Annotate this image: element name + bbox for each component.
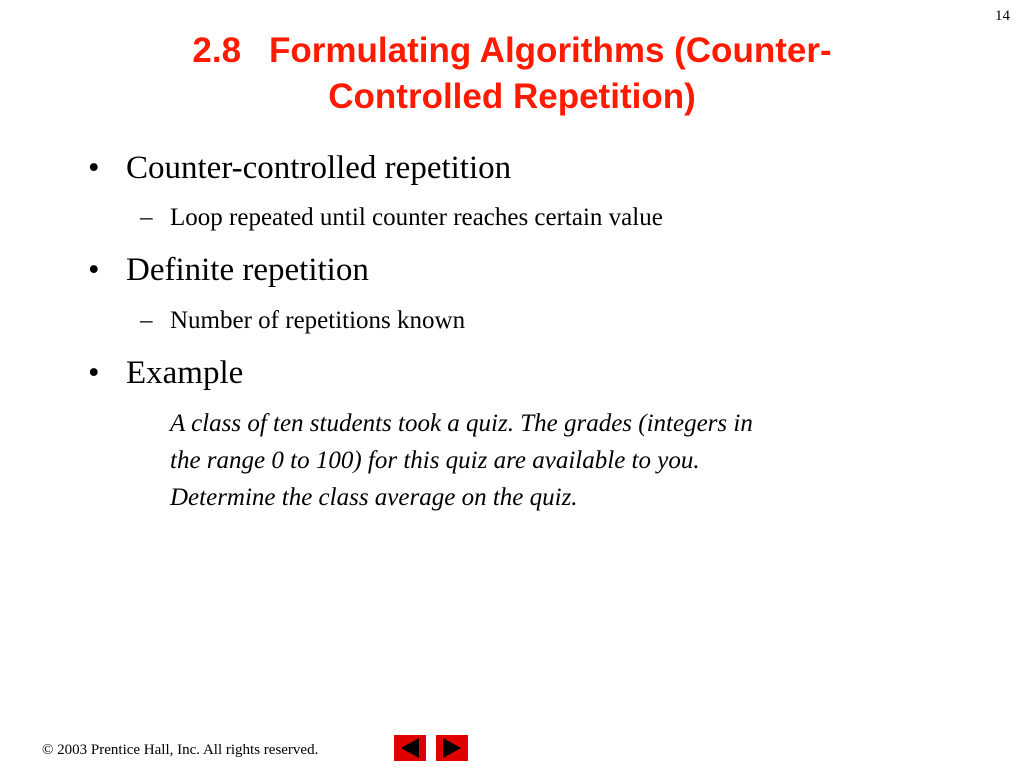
previous-slide-button[interactable] [394, 735, 426, 761]
sub-bullet-text: Number of repetitions known [170, 307, 466, 334]
next-slide-button[interactable] [436, 735, 468, 761]
example-line-1: A class of ten students took a quiz. The grades (integers in [170, 410, 753, 437]
bullet-item [88, 250, 369, 290]
bullet-text: Counter-controlled repetition [126, 150, 512, 186]
sub-bullet-text: Loop repeated until counter reaches certain value [170, 204, 663, 231]
left-arrow-icon [394, 735, 426, 761]
page-number: 14 [995, 8, 1010, 24]
example-line-3: Determine the class average on the quiz. [170, 484, 578, 511]
bullet-icon: • [88, 150, 100, 186]
title-line-2: Controlled Repetition) [328, 77, 696, 116]
bullet-text: Example [126, 355, 244, 391]
bullet-item [88, 148, 511, 188]
bullet-item [88, 353, 243, 393]
example-paragraph [170, 405, 930, 516]
example-line-2: the range 0 to 100) for this quiz are available to you. [170, 447, 700, 474]
sub-bullet-item [140, 305, 465, 337]
section-number: 2.8 [192, 31, 242, 70]
bullet-icon: • [88, 355, 100, 391]
dash-icon: – [140, 204, 153, 231]
footer-copyright [42, 742, 318, 759]
bullet-text: Definite repetition [126, 252, 369, 288]
bullet-icon: • [88, 252, 100, 288]
right-arrow-icon [436, 735, 468, 761]
copyright-icon: © [42, 742, 54, 758]
copyright-text: 2003 Prentice Hall, Inc. All rights reserved. [57, 742, 319, 758]
dash-icon: – [140, 307, 153, 334]
title-line-1: Formulating Algorithms (Counter- [269, 31, 832, 70]
sub-bullet-item [140, 202, 663, 234]
